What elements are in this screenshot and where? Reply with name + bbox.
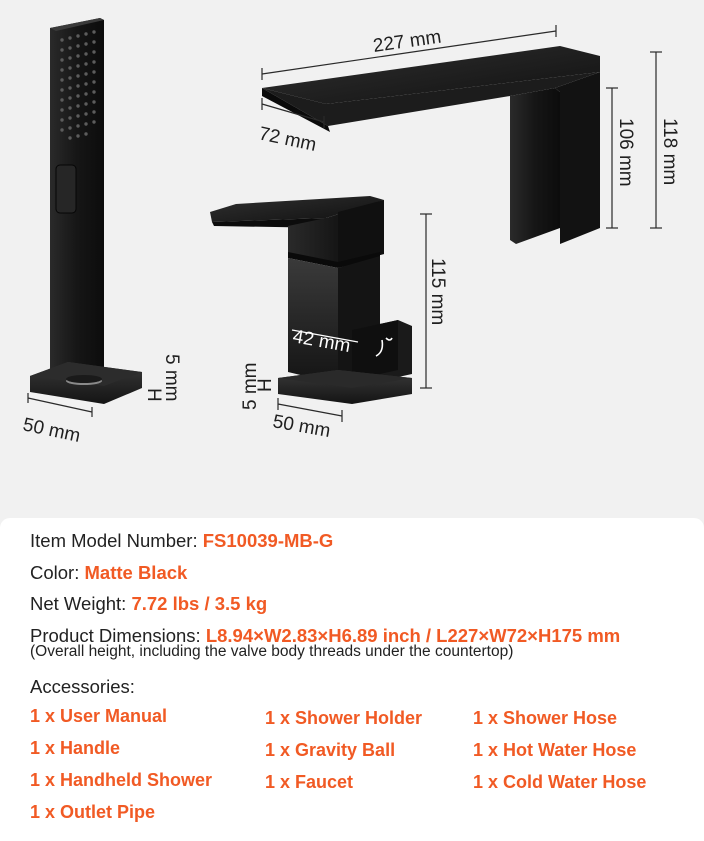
weight-row — [30, 593, 267, 615]
valve-base-width-label: 50 mm — [271, 411, 332, 443]
shower-button — [56, 165, 76, 213]
accessory-item: 1 x User Manual — [30, 706, 168, 726]
spout-height-total-label: 118 mm — [659, 118, 680, 186]
valve-base-height-dim — [240, 363, 276, 411]
accessory-item: 1 x Gravity Ball — [265, 740, 396, 760]
shower-base-width-label: 50 mm — [20, 414, 83, 447]
valve-height-marker: H — [255, 378, 276, 392]
dimensions-note: (Overall height, including the valve body threads under the countertop) — [30, 643, 514, 660]
valve-body-label: 42 mm — [291, 326, 352, 358]
weight-label: Net Weight: — [30, 593, 132, 614]
accessory-item: 1 x Shower Holder — [265, 708, 423, 728]
color-label: Color: — [30, 562, 85, 583]
model-number-label: Item Model Number: — [30, 530, 203, 551]
accessory-item: 1 x Hot Water Hose — [473, 740, 637, 760]
dimensions-label: Product Dimensions: — [30, 625, 206, 646]
spout-height-total-dim — [650, 52, 680, 228]
accessory-item: 1 x Handle — [30, 738, 121, 758]
model-number-row — [30, 530, 333, 552]
accessory-item: 1 x Faucet — [265, 772, 354, 792]
valve-base-height-label: 5 mm — [240, 362, 261, 410]
model-number-value: FS10039-MB-G — [202, 530, 334, 551]
shower-height-marker: H — [143, 388, 164, 402]
color-value: Matte Black — [84, 562, 188, 583]
accessory-item: 1 x Outlet Pipe — [30, 802, 156, 822]
handheld-shower — [30, 18, 142, 404]
shower-base-height-dim — [143, 354, 182, 402]
accessory-item: 1 x Cold Water Hose — [473, 772, 647, 792]
spec-card — [0, 518, 704, 841]
shower-base-width-dim — [21, 393, 92, 447]
valve-height-dim — [420, 214, 448, 388]
spout-height-inner-label: 106 mm — [615, 118, 636, 187]
dimensions-value: L8.94×W2.83×H6.89 inch / L227×W72×H175 mm — [205, 625, 621, 646]
spout-length-label: 227 mm — [371, 26, 443, 57]
color-row — [30, 562, 187, 584]
spout-width-label: 72 mm — [256, 123, 319, 156]
valve-base-width-dim — [271, 398, 342, 442]
spout-height-inner-dim — [606, 88, 636, 228]
weight-value: 7.72 lbs / 3.5 kg — [131, 593, 268, 614]
valve-height-label: 115 mm — [427, 258, 448, 326]
accessories-heading: Accessories: — [30, 676, 135, 697]
accessory-item: 1 x Shower Hose — [473, 708, 618, 728]
accessory-item: 1 x Handheld Shower — [30, 770, 213, 790]
shower-base-height-label: 5 mm — [161, 354, 182, 402]
